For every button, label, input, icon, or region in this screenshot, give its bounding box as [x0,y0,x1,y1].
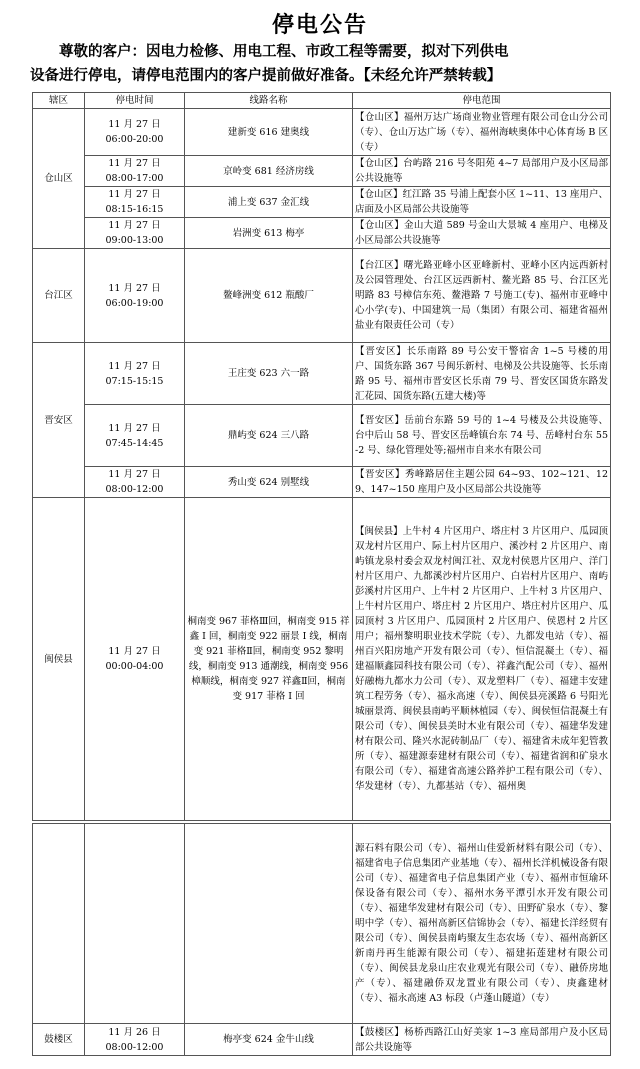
district-cell: 鼓楼区 [33,1024,85,1056]
time-text: 08:00-17:00 [105,173,164,184]
date-text: 11 月 27 日 [108,220,161,231]
district-cell: 闽侯县 [33,498,85,821]
date-text: 11 月 27 日 [108,189,161,200]
table-row [33,467,611,498]
header-scope: 停电范围 [353,93,611,109]
table-row [33,109,611,156]
date-text: 11 月 27 日 [108,158,161,169]
time-text: 06:00-19:00 [105,297,164,309]
district-cell: 仓山区 [33,109,85,249]
scope-cell: 【晋安区】秀峰路居住主题公园 64~93、102~121、129、147~150 座用户及小区局部公共设施等 [353,467,611,498]
header-line: 线路名称 [185,93,353,109]
date-text: 11 月 27 日 [108,469,161,480]
time-cell [85,187,185,218]
line-cell: 京岭变 681 经济房线 [185,156,353,187]
scope-cell: 【闽侯县】上牛村 4 片区用户、塔庄村 3 片区用户、瓜园顶双龙村片区用户、际上村片区用户、溪沙村 2 片区用户、南屿镇龙泉村委会双龙村闽江社、双龙村侯恩片区用户、洋门村片区用户、九都溪沙村片区用户、白岩村片区用户、南屿彭溪村片区用户、上牛村 2 片区用户、上牛村 3 片区用户、上牛村片区用户、塔庄村 2 片区用户、塔庄村片区用户、瓜园顶村 3 片区用户、瓜园顶村 2 片区用户、侯恩村 2 片区用户；福州黎明职业技术学院（专）、九都发电站（专）、福州百兴阳房地产开发有限公司（专）、恒信混凝土（专）、福建福顺鑫园科技有限公司（专）、祥鑫汽配公司（专）、福州好融梅九都水力公司（专）、双龙塑料厂（专）、福建丰安建筑工程劳务（专）、福永高速（专）、闽侯县亮溪路 6 号阳光城丽景湾、闽侯县南屿平顺林植园（专）、闽侯恒信混凝土有限公司（专）、闽侯县美时木业有限公司（专）、福建华发建材有限公司、隆兴水泥砖制品厂（专）、福建省未成年犯管教所（专）、福建源泰建材有限公司（专）、福建省润和矿泉水有限公司（专）、福建省高速公路养护工程有限公司（专）、华发建材（专）、九都基站（专）、福州奥 [353,498,611,821]
date-text: 11 月 27 日 [108,282,161,294]
date-text: 11 月 27 日 [108,360,161,372]
scope-cell: 源石料有限公司（专）、福州山佳爱新材料有限公司（专）、福建省电子信息集团产业基地（专）、福州长洋机械设备有限公司（专）、福建省电子信息集团产业（专）、福州市恒瑜环保设备有限公司（专）、福州水务平潭引水开发有限公司（专）、福建华发建材有限公司（专）、田野矿泉水（专）、黎明中学（专）、福州高新区信锦协会（专）、福建长洋经贸有限公司（专）、闽侯县南屿聚友生态农场（专）、福州高新区新南丹再生能源有限公司（专）、福建拓莲建材有限公司（专）、闽侯县龙泉山庄农业观光有限公司（专）、融侨房地产（专）、福建融侨双龙置业有限公司（专）、庚鑫建材（专）、福永高速 A3 标段（卢蓬山隧道）（专） [353,824,611,1024]
date-text: 11 月 27 日 [108,646,161,657]
district-cell: 台江区 [33,249,85,343]
scope-cell: 【鼓楼区】杨桥西路江山好美家 1~3 座局部用户及小区局部公共设施等 [353,1024,611,1056]
time-text: 08:00-12:00 [105,484,164,495]
line-cell [185,824,353,1024]
line-cell: 秀山变 624 别墅线 [185,467,353,498]
date-text: 11 月 26 日 [108,1026,161,1038]
table-row [33,824,611,1024]
line-cell: 鼎屿变 624 三八路 [185,405,353,467]
header-time: 停电时间 [85,93,185,109]
line-cell: 浦上变 637 金汇线 [185,187,353,218]
line-cell: 桐南变 967 菲格Ⅲ回，桐南变 915 祥鑫 I 回，桐南变 922 丽景 I 线，桐南变 921 菲格Ⅱ回，桐南变 952 黎明线，桐南变 913 通潮线，桐南变 956 樟顺线，桐南变 927 祥鑫Ⅱ回，桐南变 917 菲格 I 回 [185,498,353,821]
time-cell [85,156,185,187]
table-header-row [33,93,611,109]
time-cell [85,109,185,156]
time-cell [85,343,185,405]
date-text: 11 月 27 日 [108,422,161,434]
line-cell: 建新变 616 建奥线 [185,109,353,156]
time-text: 07:45-14:45 [105,437,164,449]
date-text: 11 月 27 日 [108,119,161,130]
table-row [33,405,611,467]
scope-cell: 【仓山区】福州万达广场商业物业管理有限公司仓山分公司（专）、仓山万达广场（专）、福州海峡奥体中心体育场 B 区（专） [353,109,611,156]
time-text: 09:00-13:00 [105,235,164,246]
table-row [33,187,611,218]
line-cell: 鳌峰洲变 612 瓶酸厂 [185,249,353,343]
district-cell [33,824,85,1024]
intro-line-2: 设备进行停电，请停电范围内的客户提前做好准备。【未经允许严禁转载】 [30,68,502,84]
outage-table-continued [32,823,611,1056]
time-cell [85,218,185,249]
scope-cell: 【晋安区】岳前台东路 59 号的 1~4 号楼及公共设施等、台中后山 58 号、晋安区岳峰镇台东 74 号、岳峰村台东 55-2 号、绿化管理处等;福州市自来水有限公司 [353,405,611,467]
scope-cell: 【仓山区】台屿路 216 号冬阳苑 4~7 局部用户及小区局部公共设施等 [353,156,611,187]
intro-text [30,40,620,88]
time-text: 08:00-12:00 [105,1041,164,1053]
scope-cell: 【仓山区】红江路 35 号浦上配套小区 1~11、13 座用户、店面及小区局部公共设施等 [353,187,611,218]
table-row [33,343,611,405]
time-cell [85,824,185,1024]
scope-cell: 【台江区】曙光路亚峰小区亚峰新村、亚峰小区内远西新村及公园管理处、台江区远西新村、鳌光路 85 号、台江区光明路 83 号樟信东苑、鳌港路 7 号施工(专)、福州市亚峰中心小学(专)、中国建筑一局（集团）有限公司、福建省福州盐业有限责任公司（专） [353,249,611,343]
time-text: 07:15-15:15 [105,375,164,387]
table-row [33,156,611,187]
time-text: 00:00-04:00 [105,661,164,672]
time-cell [85,467,185,498]
scope-cell: 【仓山区】金山大道 589 号金山大景城 4 座用户、电梯及小区局部公共设施等 [353,218,611,249]
header-district: 辖区 [33,93,85,109]
line-cell: 岩洲变 613 梅亭 [185,218,353,249]
scope-cell: 【晋安区】长乐南路 89 号公安干警宿舍 1~5 号楼的用户、国货东路 367 号闽乐新村、电梯及公共设施等、长乐南路 95 号、福州市晋安区长乐南 79 号、晋安区国货东路发汇花园、国货东路(五建大楼)等 [353,343,611,405]
time-cell [85,498,185,821]
line-cell: 王庄变 623 六一路 [185,343,353,405]
table-row [33,498,611,821]
table-row [33,249,611,343]
intro-line-1: 尊敬的客户：因电力检修、用电工程、市政工程等需要，拟对下列供电 [59,44,509,60]
time-text: 06:00-20:00 [105,134,164,145]
line-cell: 梅亭变 624 金牛山线 [185,1024,353,1056]
time-cell [85,249,185,343]
time-cell [85,1024,185,1056]
time-cell [85,405,185,467]
table-row [33,1024,611,1056]
time-text: 08:15-16:15 [105,204,164,215]
outage-table [32,92,611,821]
page-title: 停电公告 [271,12,368,38]
district-cell: 晋安区 [33,343,85,498]
table-row [33,218,611,249]
